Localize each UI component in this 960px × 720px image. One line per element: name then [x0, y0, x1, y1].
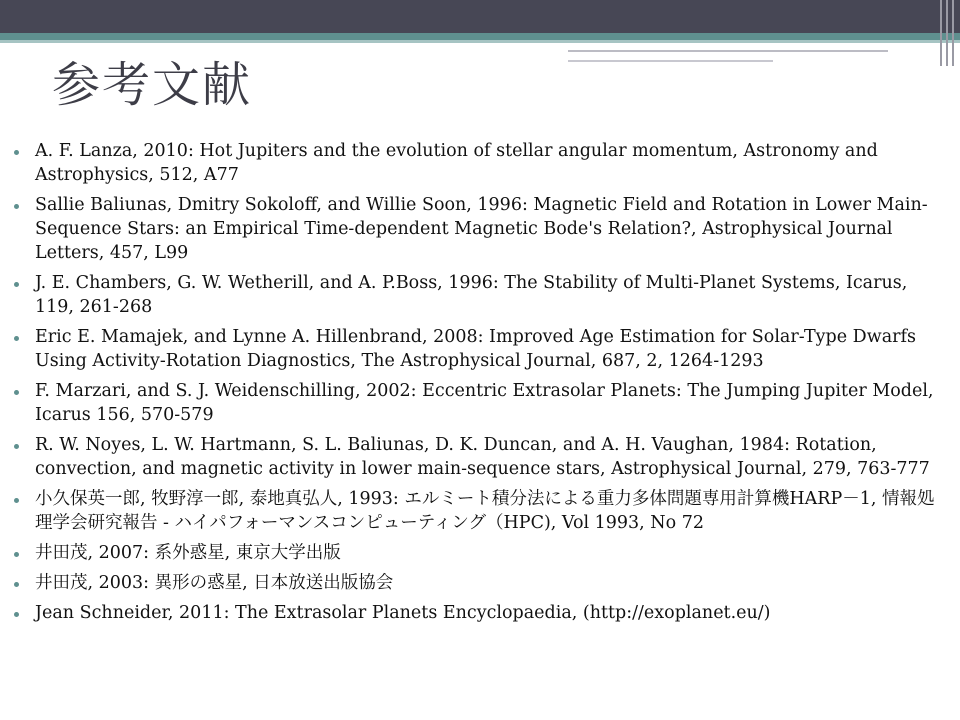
reference-item: [14, 487, 944, 535]
reference-text: 小久保英一郎, 牧野淳一郎, 泰地真弘人, 1993: エルミート積分法による重力多体問題専用計算機HARP－1, 情報処理学会研究報告 - ハイパフォーマンスコンピューティング（HPC), Vol 1993, No 72: [35, 489, 935, 533]
reference-text: 井田茂, 2007: 系外惑星, 東京大学出版: [35, 543, 341, 563]
bullet-icon: [14, 552, 19, 557]
reference-item: [14, 139, 944, 187]
decorative-bar: [940, 0, 942, 66]
reference-text: R. W. Noyes, L. W. Hartmann, S. L. Baliunas, D. K. Duncan, and A. H. Vaughan, 1984: Rotation, convection, and magnetic activity in lower main-sequence stars, Astrophysical Journal, 279, 763-777: [35, 435, 930, 479]
reference-item: [14, 193, 944, 265]
bullet-icon: [14, 498, 19, 503]
reference-text: A. F. Lanza, 2010: Hot Jupiters and the evolution of stellar angular momentum, Astronomy and Astrophysics, 512, A77: [35, 141, 878, 185]
reference-text: Sallie Baliunas, Dmitry Sokoloff, and Willie Soon, 1996: Magnetic Field and Rotation in Lower Main-Sequence Stars: an Empirical Time-dependent Magnetic Bode's Relation?, Astrophysical Journal Letters, 457, L99: [35, 195, 928, 263]
reference-item: [14, 541, 944, 565]
reference-item: [14, 601, 944, 625]
reference-text: Jean Schneider, 2011: The Extrasolar Planets Encyclopaedia, (http://exoplanet.eu/): [35, 603, 771, 623]
reference-item: [14, 571, 944, 595]
decorative-line: [568, 50, 888, 52]
bullet-icon: [14, 204, 19, 209]
accent-thin-band: [0, 40, 960, 43]
bullet-icon: [14, 282, 19, 287]
header-band: [0, 0, 960, 33]
bullet-icon: [14, 336, 19, 341]
reference-text: J. E. Chambers, G. W. Wetherill, and A. P.Boss, 1996: The Stability of Multi-Planet Systems, Icarus, 119, 261-268: [35, 273, 908, 317]
decorative-line: [568, 60, 773, 62]
reference-item: [14, 325, 944, 373]
reference-item: [14, 433, 944, 481]
reference-item: [14, 379, 944, 427]
bullet-icon: [14, 444, 19, 449]
reference-item: [14, 271, 944, 319]
reference-text: 井田茂, 2003: 異形の惑星, 日本放送出版協会: [35, 573, 394, 593]
accent-band: [0, 33, 960, 40]
slide-title: 参考文献: [52, 57, 253, 113]
bullet-icon: [14, 150, 19, 155]
bullet-icon: [14, 390, 19, 395]
decorative-vertical-bars: [938, 0, 960, 66]
reference-text: F. Marzari, and S. J. Weidenschilling, 2002: Eccentric Extrasolar Planets: The Jumping Jupiter Model, Icarus 156, 570-579: [35, 381, 934, 425]
reference-list: [14, 139, 944, 631]
decorative-bar: [946, 0, 948, 66]
bullet-icon: [14, 612, 19, 617]
decorative-bar: [952, 0, 954, 66]
reference-text: Eric E. Mamajek, and Lynne A. Hillenbrand, 2008: Improved Age Estimation for Solar-Type Dwarfs Using Activity-Rotation Diagnostics, The Astrophysical Journal, 687, 2, 1264-1293: [35, 327, 916, 371]
bullet-icon: [14, 582, 19, 587]
